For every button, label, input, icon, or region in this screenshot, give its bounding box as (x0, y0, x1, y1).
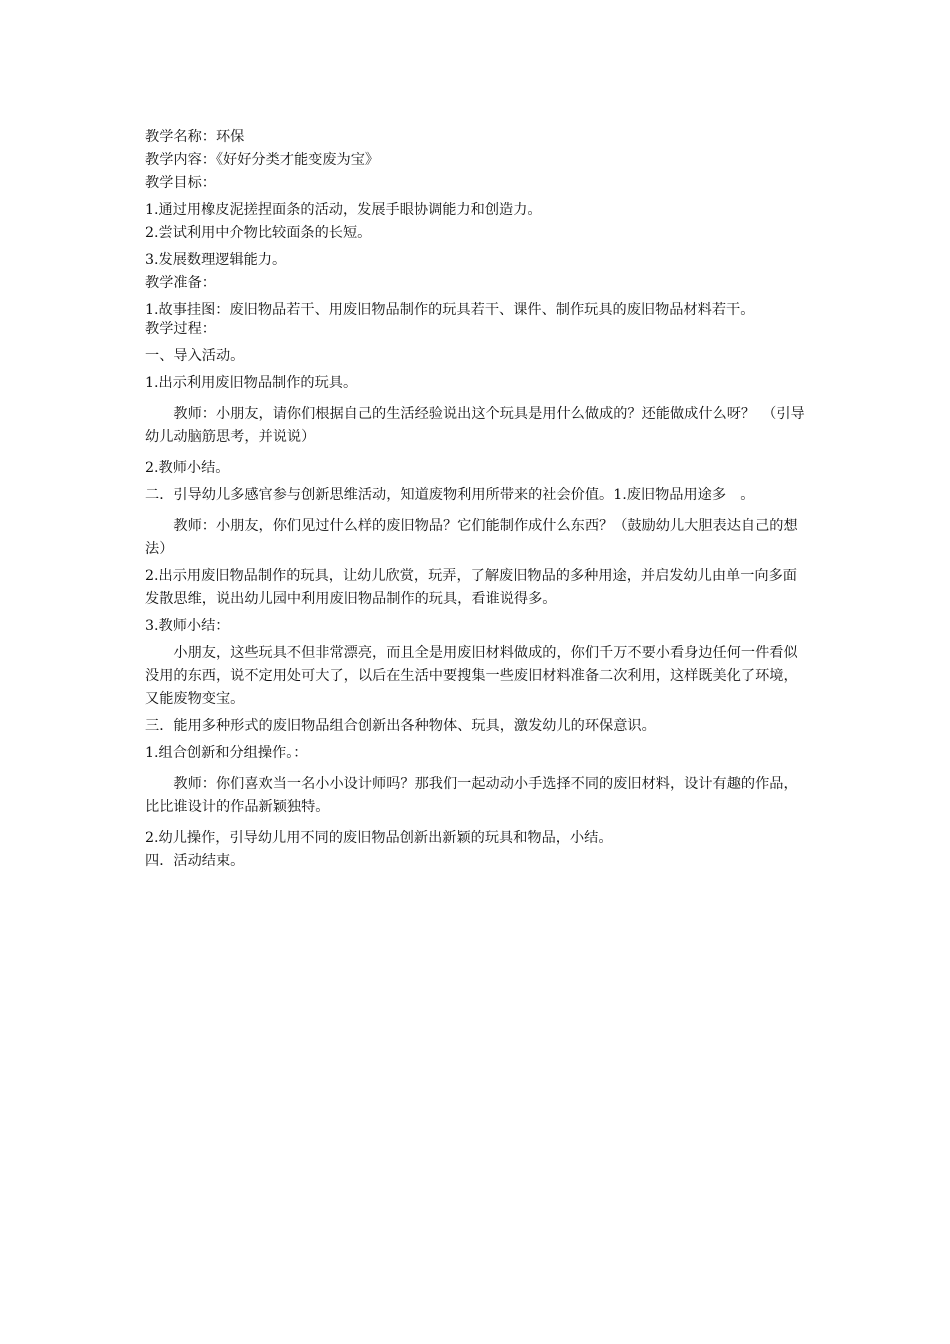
section-2-step-3: 3.教师小结： (145, 618, 230, 634)
process-heading: 教学过程： (145, 321, 216, 337)
section-1-step-2: 2.教师小结。 (145, 460, 230, 476)
lesson-name: 教学名称：环保 (145, 129, 245, 145)
document-body (145, 126, 810, 873)
section-4-heading: 四．活动结束。 (145, 853, 245, 869)
section-2-heading: 二．引导幼儿多感官参与创新思维活动，知道废物利用所带来的社会价值。1.废旧物品用途多 。 (145, 487, 755, 503)
section-3-step-2: 2.幼儿操作，引导幼儿用不同的废旧物品创新出新颖的玩具和物品，小结。 (145, 830, 613, 846)
prep-item-1: 1.故事挂图：废旧物品若干、用废旧物品制作的玩具若干、课件、制作玩具的废旧物品材料若干。 (145, 302, 755, 318)
section-3-heading: 三．能用多种形式的废旧物品组合创新出各种物体、玩具，激发幼儿的环保意识。 (145, 718, 656, 734)
lesson-content: 教学内容：《好好分类才能变废为宝》 (145, 152, 380, 168)
section-3-step-1: 1.组合创新和分组操作。： (145, 745, 308, 761)
goal-item-1: 1.通过用橡皮泥搓捏面条的活动，发展手眼协调能力和创造力。 (145, 202, 542, 218)
goal-item-3: 3.发展数理逻辑能力。 (145, 252, 287, 268)
prep-heading: 教学准备： (145, 275, 216, 291)
goal-item-2: 2.尝试利用中介物比较面条的长短。 (145, 225, 372, 241)
section-3-teacher-script: 教师：你们喜欢当一名小小设计师吗？那我们一起动动小手选择不同的废旧材料，设计有趣的作品，比比谁设计的作品新颖独特。 (145, 776, 798, 815)
section-1-teacher-script: 教师：小朋友，请你们根据自己的生活经验说出这个玩具是用什么做成的？还能做成什么呀？ （引导幼儿动脑筋思考，并说说） (145, 406, 805, 445)
section-2-teacher-script: 教师：小朋友，你们见过什么样的废旧物品？它们能制作成什么东西？（鼓励幼儿大胆表达自己的想法） (145, 518, 798, 557)
section-2-step-2: 2.出示用废旧物品制作的玩具，让幼儿欣赏，玩弄，了解废旧物品的多种用途，并启发幼儿由单一向多面发散思维，说出幼儿园中利用废旧物品制作的玩具，看谁说得多。 (145, 568, 797, 607)
section-2-summary: 小朋友，这些玩具不但非常漂亮，而且全是用废旧材料做成的，你们千万不要小看身边任何一件看似没用的东西，说不定用处可大了，以后在生活中要搜集一些废旧材料准备二次利用，这样既美化了环境，又能废物变宝。 (145, 645, 798, 707)
goals-heading: 教学目标： (145, 175, 216, 191)
section-1-step-1: 1.出示利用废旧物品制作的玩具。 (145, 375, 358, 391)
section-1-heading: 一、导入活动。 (145, 348, 245, 364)
